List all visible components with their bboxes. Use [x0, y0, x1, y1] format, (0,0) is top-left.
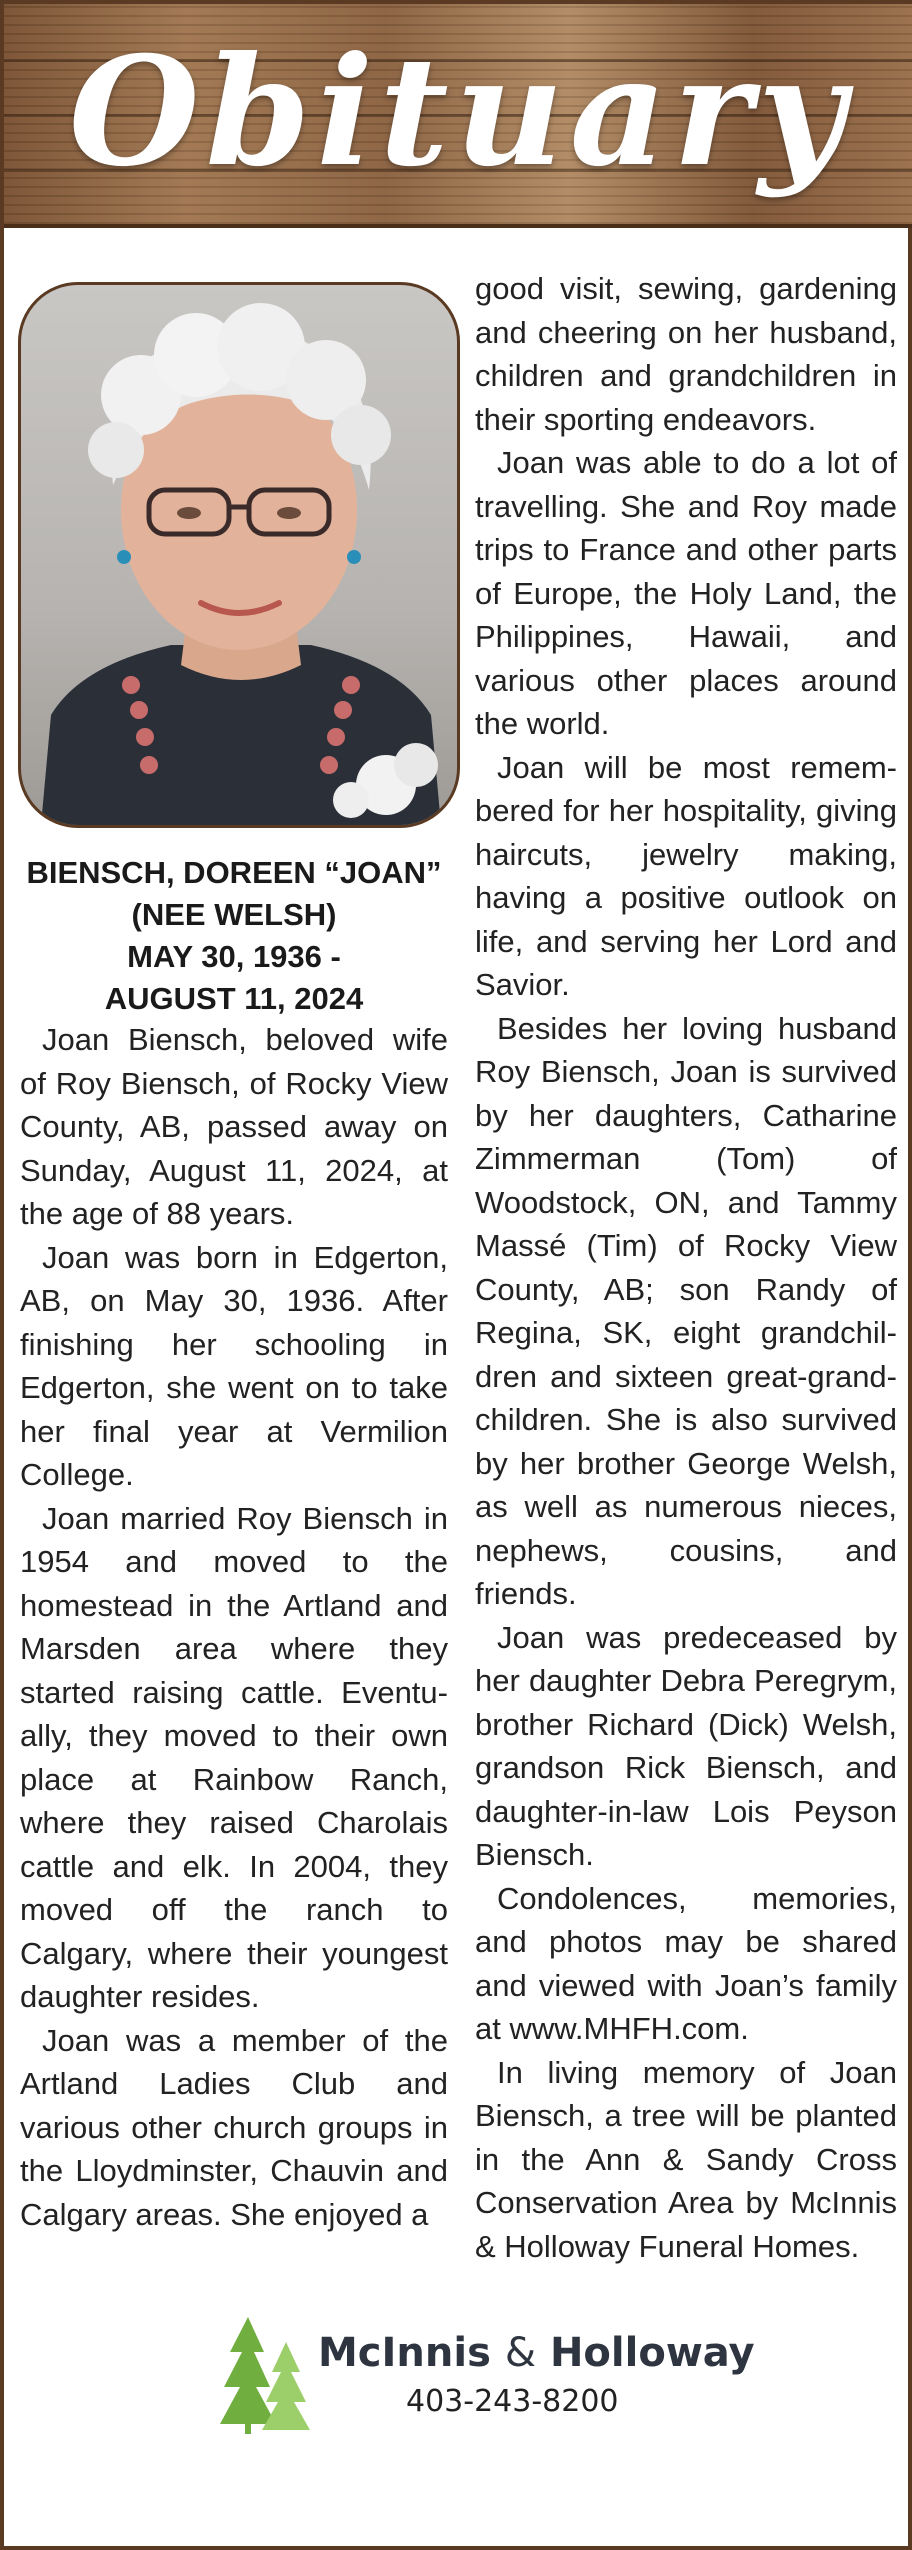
- funeral-home-name: McInnis & Holloway: [318, 2330, 755, 2376]
- body-paragraph-continued: good visit, sewing, gardening and cheering on her husband, children and grandchildren in their sporting endeavors.: [475, 271, 897, 437]
- body-paragraph: Besides her loving husband Roy Biensch, Joan is survived by her daughters, Catharine Zimmerman (Tom) of Woodstock, ON, and Tammy Massé (Tim) of Rocky View County, AB; son Randy of Regina, SK, eight grandchil-dren and sixteen great-grand-children. She is also survived by her brother George Welsh, as well as numerous nieces, nephews, cousins, and friends.: [475, 1010, 897, 1611]
- body-paragraph: Condolences, memories, and photos may be shared and viewed with Joan’s family at www.MHFH.com.: [475, 1880, 897, 2046]
- body-paragraph: Joan Biensch, beloved wife of Roy Biensch, of Rocky View County, AB, passed away on Sunday, August 11, 2024, at the age of 88 years.: [20, 1022, 448, 1231]
- obituary-headline: [20, 852, 448, 1020]
- wood-banner: [4, 4, 912, 228]
- body-paragraph: Joan married Roy Biensch in 1954 and moved to the homestead in the Artland and Marsden area where they started raising cattle. Eventu-ally, they moved to their own place at Rainbow Ranch, where they raised Charolais cattle and elk. In 2004, they moved off the ranch to Calgary, where their youngest daughter resides.: [20, 1500, 448, 2014]
- body-paragraph: Joan was predeceased by her daughter Debra Peregrym, brother Richard (Dick) Welsh, grandson Rick Biensch, and daughter-in-law Lois Peyson Biensch.: [475, 1619, 897, 1872]
- banner-title: Obituary: [68, 24, 852, 200]
- body-column-left: [20, 1018, 448, 2236]
- body-paragraph: Joan was a member of the Artland Ladies Club and various other church groups in the Lloydminster, Chauvin and Calgary areas. She enjoyed a: [20, 2022, 448, 2232]
- body-paragraph: Joan was able to do a lot of travelling. She and Roy made trips to France and other parts of Europe, the Holy Land, the Philippines, Hawaii, and various other places around the world.: [475, 445, 897, 741]
- body-paragraph: Joan was born in Edgerton, AB, on May 30, 1936. After finishing her schooling in Edgerton, she went on to take her final year at Vermilion College.: [20, 1239, 448, 1492]
- portrait-photo: [18, 282, 460, 828]
- funeral-home-phone: 403-243-8200: [406, 2384, 619, 2419]
- maiden-name: (NEE WELSH): [131, 897, 337, 932]
- body-paragraph: In living memory of Joan Biensch, a tree will be planted in the Ann & Sandy Cross Conservation Area by McInnis & Holloway Funeral Homes.: [475, 2054, 897, 2264]
- death-date: AUGUST 11, 2024: [104, 981, 364, 1016]
- body-paragraph: Joan will be most remem-bered for her hospitality, giving haircuts, jewelry making, having a positive outlook on life, and serving her Lord and Savior.: [475, 749, 897, 1002]
- funeral-home-logo: [218, 2312, 755, 2437]
- birth-date: MAY 30, 1936 -: [127, 939, 341, 974]
- body-column-right: [475, 267, 897, 2268]
- deceased-name: BIENSCH, DOREEN “JOAN”: [26, 855, 442, 890]
- tree-icon: [218, 2312, 318, 2437]
